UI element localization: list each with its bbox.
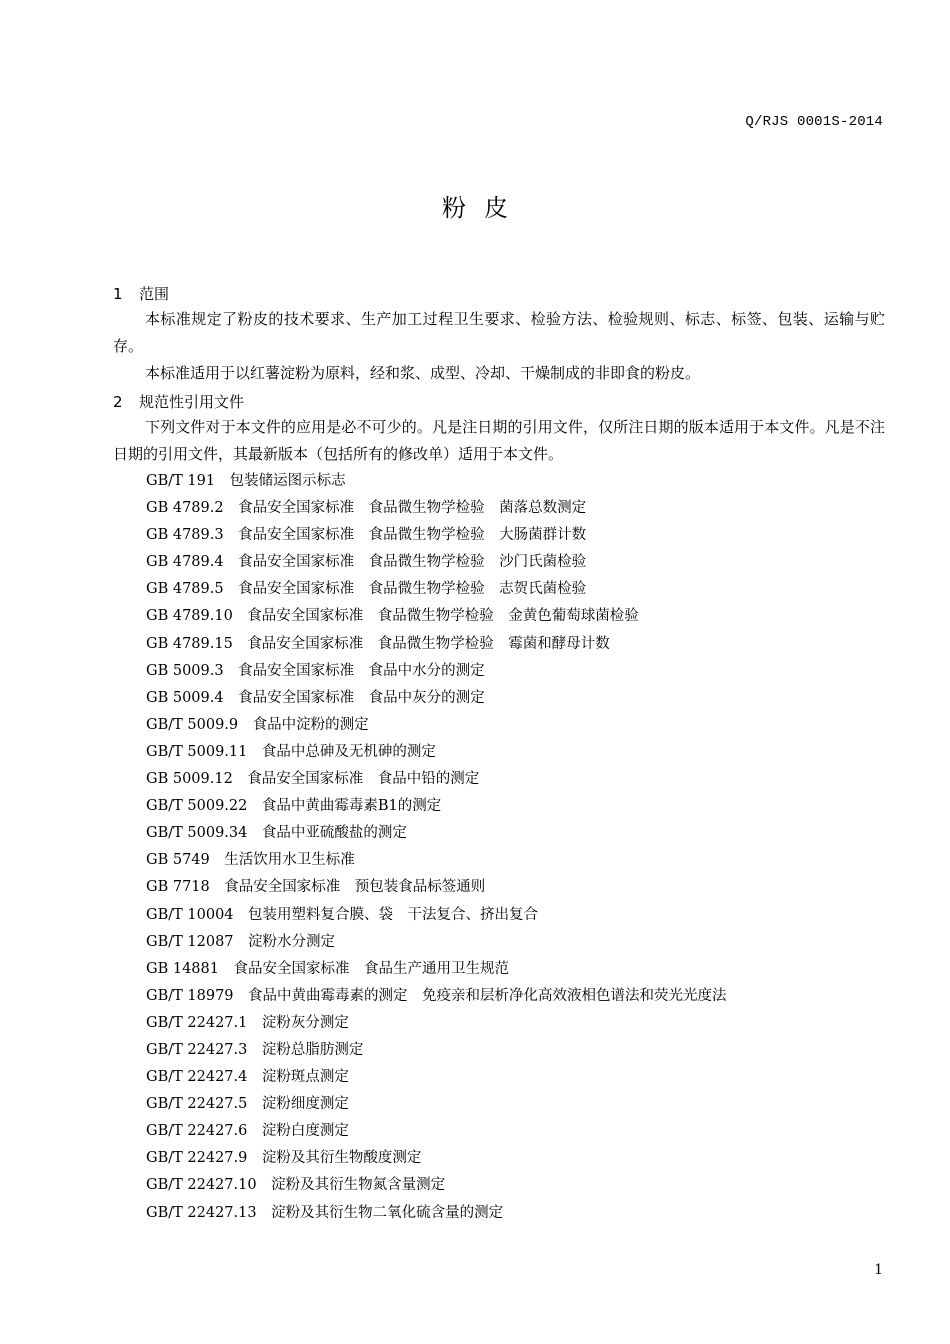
section-number: 1 (113, 285, 123, 303)
reference-item (146, 956, 727, 983)
reference-item (146, 685, 727, 712)
reference-item (146, 549, 727, 576)
reference-title: 淀粉白度测定 (261, 1123, 349, 1140)
reference-code: GB/T 22427.10 (146, 1177, 257, 1194)
reference-separator (247, 1069, 262, 1085)
reference-separator (224, 663, 239, 679)
reference-title: 食品安全国家标准 食品微生物学检验 沙门氏菌检验 (238, 554, 587, 571)
reference-separator (233, 771, 248, 787)
reference-item (146, 631, 727, 658)
reference-code: GB/T 22427.13 (146, 1204, 257, 1221)
reference-separator (210, 852, 225, 868)
reference-separator (247, 1150, 262, 1166)
reference-title: 食品中黄曲霉毒素B1的测定 (261, 798, 442, 815)
reference-separator (233, 608, 248, 624)
reference-item (146, 468, 727, 495)
reference-code: GB 4789.15 (146, 635, 233, 652)
reference-title: 食品安全国家标准 预包装食品标签通则 (224, 879, 486, 896)
section-title: 范围 (139, 285, 170, 303)
reference-separator (234, 988, 249, 1004)
reference-item (146, 902, 727, 929)
reference-item (146, 1145, 727, 1172)
reference-code: GB 7718 (146, 879, 210, 896)
reference-title: 淀粉细度测定 (261, 1096, 349, 1113)
reference-item (146, 739, 727, 766)
reference-separator (247, 1123, 262, 1139)
reference-code: GB/T 22427.1 (146, 1014, 248, 1031)
section-scope-heading (113, 283, 169, 304)
reference-item (146, 576, 727, 603)
reference-code: GB 4789.5 (146, 581, 224, 598)
reference-list (146, 468, 727, 1227)
reference-item (146, 1118, 727, 1145)
reference-code: GB/T 22427.6 (146, 1123, 248, 1140)
reference-title: 生活饮用水卫生标准 (224, 852, 355, 869)
reference-code: GB/T 5009.22 (146, 798, 248, 815)
reference-title: 淀粉及其衍生物酸度测定 (261, 1150, 422, 1167)
reference-code: GB 4789.10 (146, 608, 233, 625)
reference-title: 淀粉水分测定 (248, 933, 336, 950)
reference-separator (219, 961, 234, 977)
reference-code: GB 4789.3 (146, 527, 224, 544)
reference-separator (224, 500, 239, 516)
reference-separator (238, 717, 253, 733)
reference-item (146, 1200, 727, 1227)
page-number: 1 (874, 1262, 883, 1278)
section-number: 2 (113, 393, 123, 411)
reference-code: GB/T 12087 (146, 933, 234, 950)
reference-title: 食品安全国家标准 食品中水分的测定 (238, 662, 485, 679)
reference-item (146, 1010, 727, 1037)
reference-separator (233, 636, 248, 652)
reference-item (146, 603, 727, 630)
references-intro: 下列文件对于本文件的应用是必不可少的。凡是注日期的引用文件，仅所注日期的版本适用于本文件。凡是不注日期的引用文件，其最新版本（包括所有的修改单）适用于本文件。 (113, 418, 885, 463)
standard-code: Q/RJS 0001S-2014 (745, 114, 883, 130)
reference-item (146, 1037, 727, 1064)
reference-title: 食品中黄曲霉毒素的测定 免疫亲和层析净化高效液相色谱法和荧光光度法 (248, 987, 727, 1004)
reference-separator (247, 798, 262, 814)
reference-code: GB 14881 (146, 960, 219, 977)
reference-item (146, 495, 727, 522)
reference-item (146, 712, 727, 739)
section-title: 规范性引用文件 (139, 393, 245, 411)
reference-title: 淀粉斑点测定 (261, 1069, 349, 1086)
reference-code: GB/T 22427.4 (146, 1069, 248, 1086)
reference-separator (224, 581, 239, 597)
reference-code: GB/T 5009.34 (146, 825, 248, 842)
reference-code: GB/T 191 (146, 473, 216, 489)
reference-separator (224, 527, 239, 543)
reference-item (146, 874, 727, 901)
reference-title: 包装储运图示标志 (229, 473, 346, 489)
reference-separator (247, 825, 262, 841)
reference-item (146, 847, 727, 874)
reference-title: 食品安全国家标准 食品微生物学检验 菌落总数测定 (238, 500, 587, 517)
reference-separator (215, 473, 230, 489)
section-references-heading (113, 391, 244, 412)
reference-code: GB/T 22427.5 (146, 1096, 248, 1113)
scope-paragraph-2: 本标准适用于以红薯淀粉为原料，经和浆、成型、冷却、干燥制成的非即食的粉皮。 (145, 364, 701, 382)
reference-code: GB 5749 (146, 852, 210, 869)
reference-code: GB/T 5009.9 (146, 716, 239, 733)
reference-item (146, 522, 727, 549)
reference-title: 食品中总砷及无机砷的测定 (261, 743, 436, 760)
reference-separator (247, 1096, 262, 1112)
reference-title: 包装用塑料复合膜、袋 干法复合、挤出复合 (248, 906, 539, 923)
reference-code: GB/T 10004 (146, 906, 234, 923)
reference-title: 食品安全国家标准 食品微生物学检验 霉菌和酵母计数 (247, 635, 610, 652)
reference-separator (247, 1015, 262, 1031)
reference-separator (234, 934, 249, 950)
reference-item (146, 793, 727, 820)
reference-title: 淀粉及其衍生物二氧化硫含量的测定 (271, 1204, 504, 1221)
reference-separator (247, 1042, 262, 1058)
reference-title: 食品安全国家标准 食品生产通用卫生规范 (233, 960, 509, 977)
reference-title: 食品安全国家标准 食品微生物学检验 金黄色葡萄球菌检验 (247, 608, 639, 625)
reference-title: 食品安全国家标准 食品中灰分的测定 (238, 689, 485, 706)
reference-item (146, 1091, 727, 1118)
reference-separator (257, 1177, 272, 1193)
reference-item (146, 929, 727, 956)
reference-item (146, 820, 727, 847)
reference-item (146, 766, 727, 793)
reference-separator (247, 744, 262, 760)
reference-title: 食品中亚硫酸盐的测定 (261, 825, 407, 842)
reference-code: GB/T 22427.3 (146, 1041, 248, 1058)
reference-title: 淀粉总脂肪测定 (261, 1041, 364, 1058)
reference-code: GB 5009.3 (146, 662, 224, 679)
reference-title: 食品安全国家标准 食品微生物学检验 志贺氏菌检验 (238, 581, 587, 598)
reference-code: GB 5009.12 (146, 771, 233, 788)
reference-item (146, 1172, 727, 1199)
reference-item (146, 1064, 727, 1091)
reference-code: GB/T 22427.9 (146, 1150, 248, 1167)
reference-title: 淀粉及其衍生物氮含量测定 (271, 1177, 446, 1194)
reference-separator (234, 907, 249, 923)
reference-separator (224, 554, 239, 570)
reference-separator (257, 1205, 272, 1221)
reference-code: GB/T 18979 (146, 987, 234, 1004)
reference-title: 食品中淀粉的测定 (252, 716, 369, 733)
reference-code: GB 4789.2 (146, 500, 224, 517)
scope-paragraph-1: 本标准规定了粉皮的技术要求、生产加工过程卫生要求、检验方法、检验规则、标志、标签、包装、运输与贮存。 (113, 310, 885, 355)
document-title: 粉皮 (442, 194, 526, 222)
reference-separator (224, 690, 239, 706)
reference-separator (210, 879, 225, 895)
reference-title: 淀粉灰分测定 (261, 1014, 349, 1031)
reference-item (146, 658, 727, 685)
reference-code: GB 5009.4 (146, 689, 224, 706)
reference-title: 食品安全国家标准 食品微生物学检验 大肠菌群计数 (238, 527, 587, 544)
reference-title: 食品安全国家标准 食品中铅的测定 (247, 771, 480, 788)
reference-code: GB/T 5009.11 (146, 743, 248, 760)
reference-code: GB 4789.4 (146, 554, 224, 571)
reference-item (146, 983, 727, 1010)
